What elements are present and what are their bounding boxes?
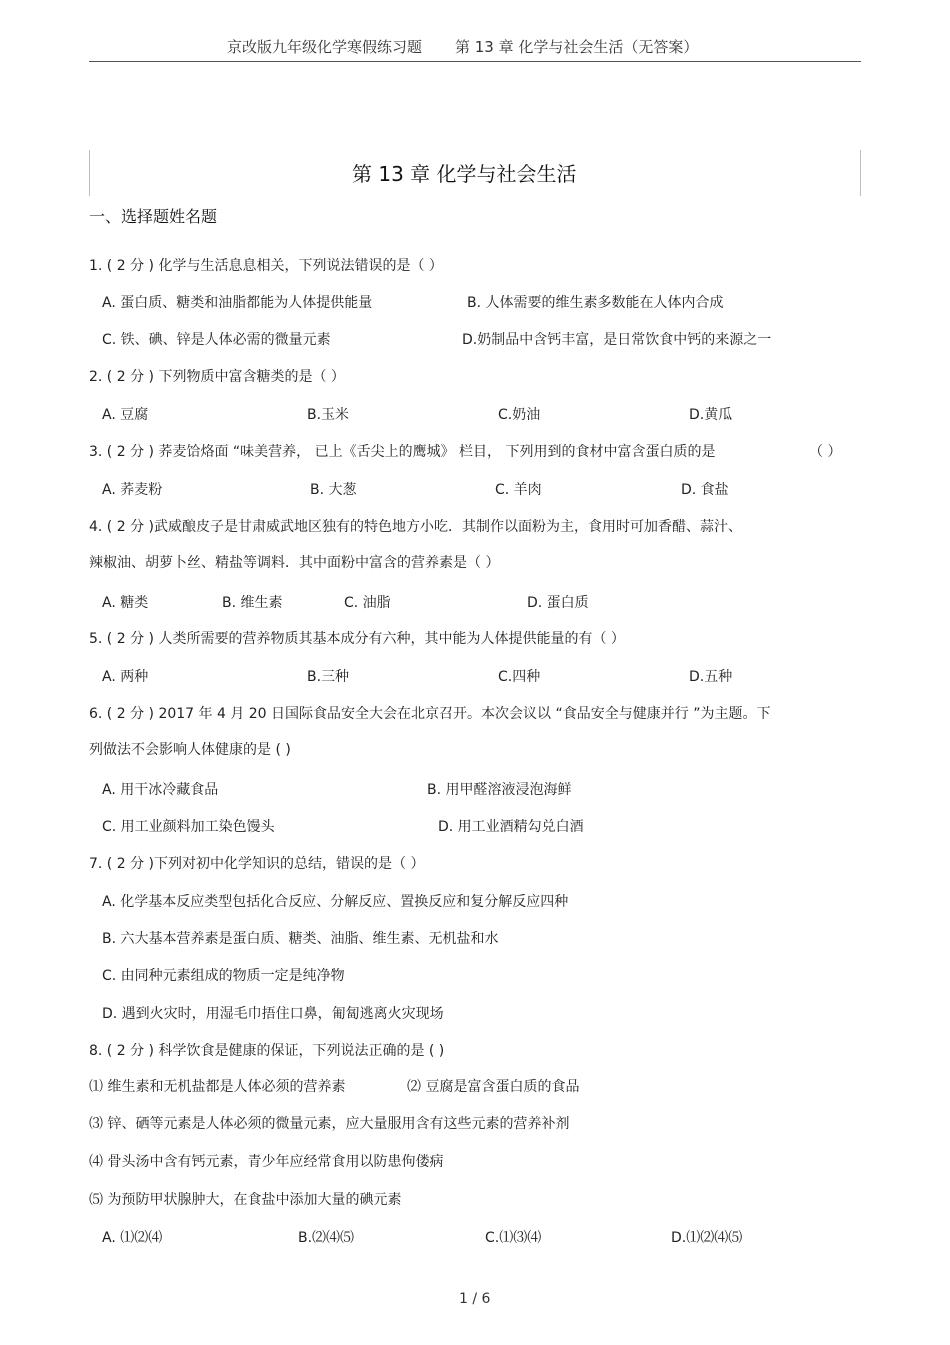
question-3-option-b: B. 大葱: [310, 482, 357, 498]
question-3-stem: 3. ( 2 分 ) 荞麦饸烙面 “味美营养， 已上《舌尖上的鹰城》 栏目， 下列用到的食材中富含蛋白质的是: [89, 444, 716, 460]
question-8-statement-4: ⑷ 骨头汤中含有钙元素，青少年应经常食用以防患佝偻病: [89, 1154, 444, 1170]
question-1-option-a: A. 蛋白质、糖类和油脂都能为人体提供能量: [102, 295, 373, 311]
question-4-option-b: B. 维生素: [222, 595, 283, 611]
question-8-option-a: A. ⑴⑵⑷: [102, 1230, 163, 1246]
question-8-option-c: C.⑴⑶⑷: [485, 1230, 542, 1246]
question-5-option-b: B.三种: [307, 669, 350, 685]
question-1-option-c: C. 铁、碘、锌是人体必需的微量元素: [102, 332, 331, 348]
question-7-option-a: A. 化学基本反应类型包括化合反应、分解反应、置换反应和复分解反应四种: [102, 894, 569, 910]
question-5-option-d: D.五种: [689, 669, 733, 685]
title-right-border: [860, 150, 861, 196]
page-number: 1 / 6: [459, 1291, 491, 1307]
question-4-option-a: A. 糖类: [102, 595, 149, 611]
question-6-stem-line-1: 6. ( 2 分 ) 2017 年 4 月 20 日国际食品安全大会在北京召开。本次会议以 “食品安全与健康并行 ”为主题。下: [89, 706, 771, 722]
header-right: 第 13 章 化学与社会生活（无答案）: [455, 38, 699, 56]
question-2-option-b: B.玉米: [307, 407, 350, 423]
question-8-statement-1: ⑴ 维生素和无机盐都是人体必须的营养素: [89, 1079, 346, 1095]
question-8-option-d: D.⑴⑵⑷⑸: [671, 1230, 743, 1246]
page-title: 第 13 章 化学与社会生活: [352, 162, 577, 186]
question-2-option-d: D.黄瓜: [689, 407, 733, 423]
question-4-option-d: D. 蛋白质: [527, 595, 589, 611]
question-5-option-c: C.四种: [498, 669, 541, 685]
title-left-border: [89, 150, 90, 196]
question-8-stem: 8. ( 2 分 ) 科学饮食是健康的保证，下列说法正确的是 ( ): [89, 1043, 445, 1059]
question-8-option-b: B.⑵⑷⑸: [298, 1230, 355, 1246]
question-2-option-c: C.奶油: [498, 407, 541, 423]
question-3-option-d: D. 食盐: [681, 482, 729, 498]
question-3-option-a: A. 荞麦粉: [102, 482, 163, 498]
question-1-stem: 1. ( 2 分 ) 化学与生活息息相关，下列说法错误的是（ ）: [89, 258, 443, 274]
question-6-option-c: C. 用工业颜料加工染色馒头: [102, 819, 275, 835]
question-2-stem: 2. ( 2 分 ) 下列物质中富含糖类的是（ ）: [89, 369, 345, 385]
question-7-option-d: D. 遇到火灾时，用湿毛巾捂住口鼻，匍匐逃离火灾现场: [102, 1006, 444, 1022]
header-left: 京改版九年级化学寒假练习题: [227, 38, 423, 56]
question-5-stem: 5. ( 2 分 ) 人类所需要的营养物质其基本成分有六种，其中能为人体提供能量的有（ ）: [89, 631, 625, 647]
question-6-stem-line-2: 列做法不会影响人体健康的是 ( ): [89, 742, 291, 758]
question-8-statement-5: ⑸ 为预防甲状腺肿大，在食盐中添加大量的碘元素: [89, 1192, 402, 1208]
question-7-option-b: B. 六大基本营养素是蛋白质、糖类、油脂、维生素、无机盐和水: [102, 931, 499, 947]
question-3-option-c: C. 羊肉: [495, 482, 542, 498]
question-3-answer-bracket: （ ）: [809, 444, 842, 460]
question-6-option-a: A. 用干冰冷藏食品: [102, 782, 219, 798]
question-6-option-b: B. 用甲醛溶液浸泡海鲜: [427, 782, 572, 798]
question-4-option-c: C. 油脂: [344, 595, 391, 611]
question-4-stem-line-2: 辣椒油、胡萝卜丝、精盐等调料．其中面粉中富含的营养素是（ ）: [89, 555, 500, 571]
question-6-option-d: D. 用工业酒精勾兑白酒: [438, 819, 584, 835]
question-1-option-d: D.奶制品中含钙丰富，是日常饮食中钙的来源之一: [462, 332, 772, 348]
question-8-statement-3: ⑶ 锌、硒等元素是人体必须的微量元素，应大量服用含有这些元素的营养补剂: [89, 1116, 570, 1132]
question-4-stem-line-1: 4. ( 2 分 )武威酿皮子是甘肃威武地区独有的特色地方小吃．其制作以面粉为主，食用时可加香醋、蒜汁、: [89, 519, 742, 535]
section-heading: 一、选择题姓名题: [89, 207, 218, 226]
question-8-statement-2: ⑵ 豆腐是富含蛋白质的食品: [407, 1079, 580, 1095]
question-7-stem: 7. ( 2 分 )下列对初中化学知识的总结，错误的是（ ）: [89, 856, 425, 872]
question-7-option-c: C. 由同种元素组成的物质一定是纯净物: [102, 968, 345, 984]
question-5-option-a: A. 两种: [102, 669, 149, 685]
question-2-option-a: A. 豆腐: [102, 407, 149, 423]
header-rule: [89, 61, 861, 62]
question-1-option-b: B. 人体需要的维生素多数能在人体内合成: [467, 295, 724, 311]
